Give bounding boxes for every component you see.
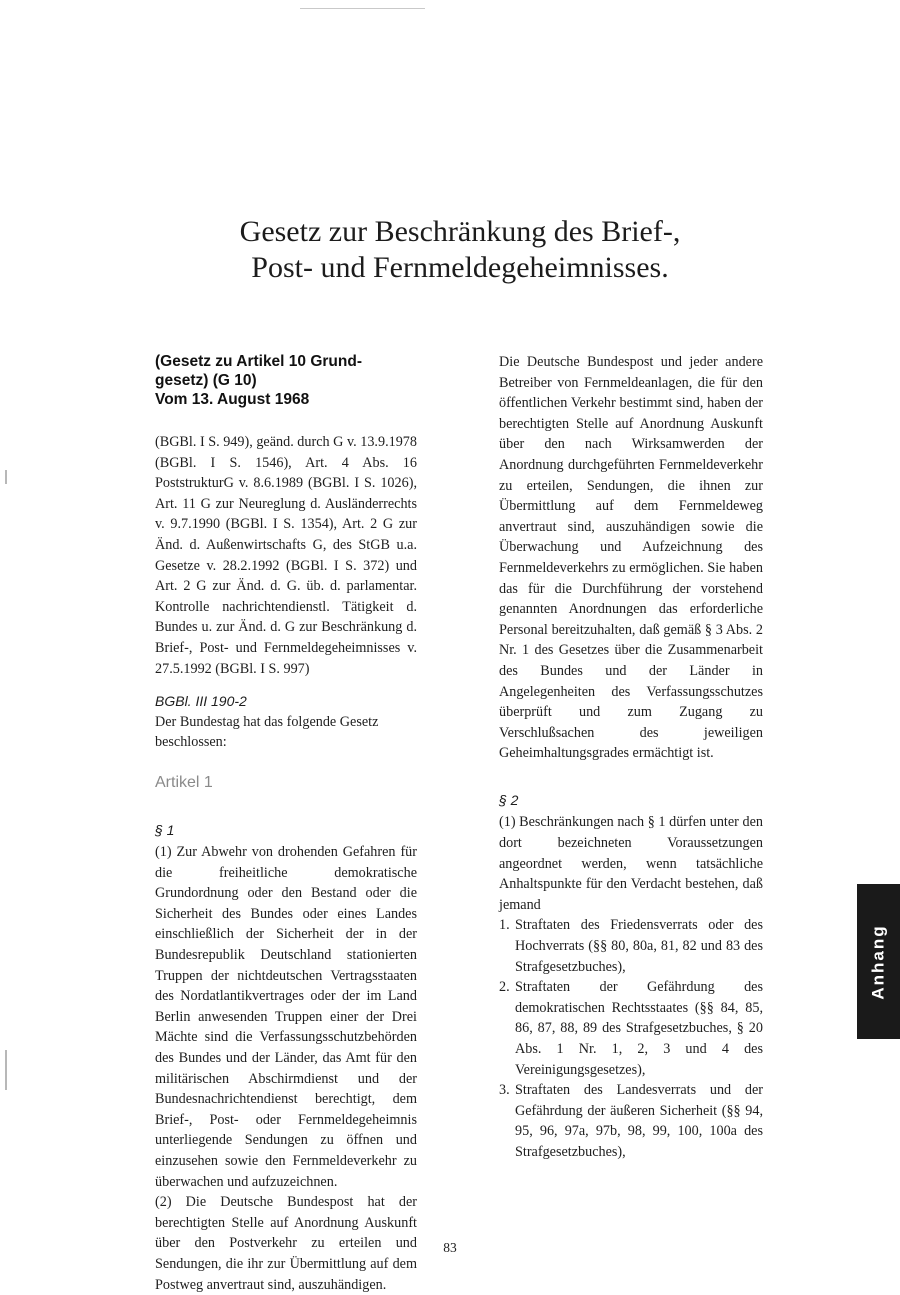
title-line-1: Gesetz zur Beschränkung des Brief-, <box>239 215 681 248</box>
article-heading: Artikel 1 <box>155 773 213 791</box>
page-title <box>180 214 740 286</box>
section-2-intro: (1) Beschränkungen nach § 1 dürfen unter den dort bezeichneten Voraussetzungen angeordnet werden, wenn tatsächliche Anhaltspunkte für den Verdacht bestehen, daß jemand <box>499 814 763 913</box>
anhang-side-tab <box>857 884 900 1039</box>
list-item-number: 1. <box>499 917 510 934</box>
citation-text: (BGBl. I S. 949), geänd. durch G v. 13.9.1978 (BGBl. I S. 1546), Art. 4 Abs. 16 PoststrukturG v. 8.6.1989 (BGBl. I S. 1026), Art. 11 G zur Neureglung d. Ausländerrechts v. 9.7.1990 (BGBl. I S. 1354), Art. 2 G zur Änd. d. Außenwirtschafts G, des StGB u.a. Gesetze v. 28.2.1992 (BGBl. I S. 372) und Art. 2 G zur Änd. d. G. üb. d. parlamentar. Kontrolle nachrichtendienstl. Tätigkeit d. Bundes u. zur Änd. d. G zur Beschränkung d. Brief-, Post- und Fernmeldegeheimnisses v. 27.5.1992 (BGBl. I S. 997) <box>155 434 417 677</box>
list-item-number: 3. <box>499 1082 510 1099</box>
law-subtitle <box>155 352 417 409</box>
list-item-number: 2. <box>499 979 510 996</box>
margin-mark <box>5 1050 7 1090</box>
top-rule <box>300 8 425 9</box>
right-column <box>499 352 763 1163</box>
page-number: 83 <box>443 1240 457 1255</box>
list-item-text: Straftaten des Landesverrats und der Gefährdung der äußeren Sicherheit (§§ 94, 95, 96, 97a, 97b, 98, 99, 100, 100a des Strafgesetzbuches), <box>515 1082 763 1160</box>
subtitle-line-3: Vom 13. August 1968 <box>155 391 310 408</box>
section-1-heading: § 1 <box>155 821 175 838</box>
section-1-paragraph-3: Die Deutsche Bundespost und jeder andere Betreiber von Fernmeldeanlagen, die für den öffentlichen Verkehr bestimmt sind, haben der berechtigten Stelle auf Anordnung Auskunft über den nach Wirksamwerden der Anordnung durchgeführten Fernmeldeverkehr zu erteilen, Sendungen, die ihnen zur Übermittlung auf dem Fernmeldeweg anvertraut sind, auszuhändigen sowie die Überwachung und Aufzeichnung des Fernmeldeverkehrs zu ermöglichen. Sie haben das für die Durchführung der vorstehend genannten Anordnungen das erforderliche Personal bereitzuhalten, daß gemäß § 3 Abs. 2 Nr. 1 des Gesetzes über die Zusammenarbeit des Bundes und der Länder in Angelegenheiten des Verfassungsschutzes überprüft und zum Zugang zu Verschlußsachen des jeweiligen Geheimhaltungsgrades ermächtigt ist. <box>499 354 763 762</box>
subtitle-line-1: (Gesetz zu Artikel 10 Grund- <box>155 353 362 370</box>
list-item <box>499 977 763 1080</box>
enactment-text: Der Bundestag hat das folgende Gesetz beschlossen: <box>155 713 379 751</box>
list-item-text: Straftaten des Friedensverrats oder des Hochverrats (§§ 80, 80a, 81, 82 und 83 des Strafgesetzbuches), <box>515 917 763 975</box>
left-column <box>155 352 417 1295</box>
list-item <box>499 915 763 977</box>
side-tab-label: Anhang <box>868 923 888 1000</box>
offense-list <box>499 915 763 1162</box>
section-2-heading: § 2 <box>499 791 519 808</box>
margin-mark <box>5 470 7 484</box>
list-item-text: Straftaten der Gefährdung des demokratischen Rechtsstaates (§§ 84, 85, 86, 87, 88, 89 des Strafgesetzbuches, § 20 Abs. 1 Nr. 1, 2, 3 und 4 des Vereinigungsgesetzes), <box>515 979 763 1078</box>
title-line-2: Post- und Fernmeldegeheimnisses. <box>251 251 669 284</box>
bgbl-reference: BGBl. III 190-2 <box>155 693 247 710</box>
section-1-paragraph-2: (2) Die Deutsche Bundespost hat der berechtigten Stelle auf Anordnung Auskunft über den Postverkehr zu erteilen und Sendungen, die ihr zur Übermittlung auf dem Postweg anvertraut sind, auszuhändigen. <box>155 1194 417 1293</box>
subtitle-line-2: gesetz) (G 10) <box>155 372 257 389</box>
section-1-paragraph-1: (1) Zur Abwehr von drohenden Gefahren für die freiheitliche demokratische Grundordnung oder den Bestand oder die Sicherheit des Bundes oder eines Landes einschließlich der Sicherheit der in der Bundesrepublik Deutschland stationierten Truppen der nichtdeutschen Vertragsstaaten des Nordatlantikvertrages oder der im Land Berlin anwesenden Truppen einer der Drei Mächte sind die Verfassungsschutzbehörden des Bundes und der Länder, das Amt für den militärischen Abschirmdienst und der Bundesnachrichtendienst berechtigt, dem Brief-, Post- oder Fernmeldegeheimnis unterliegende Sendungen zu öffnen und einzusehen sowie den Fernmeldeverkehr zu überwachen und aufzuzeichnen. <box>155 844 417 1190</box>
list-item <box>499 1080 763 1162</box>
